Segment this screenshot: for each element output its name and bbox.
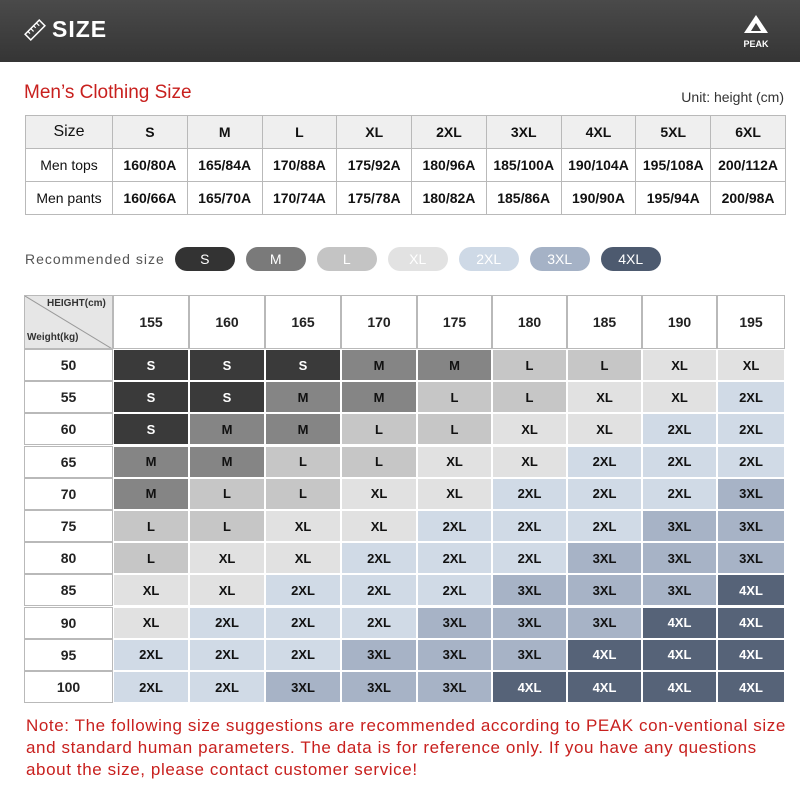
unit-label: Unit: height (cm): [681, 89, 784, 105]
size-cell: 2XL: [189, 671, 265, 703]
size-cell: 3XL: [717, 478, 785, 510]
size-table-header-row: [26, 116, 786, 149]
size-table-header-cell: Size: [26, 116, 113, 149]
size-cell: XL: [492, 446, 567, 478]
size-cell: XL: [567, 381, 642, 413]
size-cell: 3XL: [717, 542, 785, 574]
size-cell: M: [113, 478, 189, 510]
size-cell: L: [492, 381, 567, 413]
size-cell: XL: [265, 542, 341, 574]
size-cell: 3XL: [642, 510, 717, 542]
size-cell: 3XL: [567, 607, 642, 639]
size-cell: XL: [113, 574, 189, 606]
size-cell: 2XL: [717, 381, 785, 413]
legend-pill-2xl: 2XL: [459, 247, 519, 271]
size-cell: 2XL: [265, 607, 341, 639]
size-table-header-cell: S: [113, 116, 188, 149]
size-cell: L: [341, 413, 417, 445]
legend-pill-xl: XL: [388, 247, 448, 271]
size-cell: M: [341, 381, 417, 413]
size-cell: L: [189, 510, 265, 542]
size-cell: 2XL: [265, 574, 341, 606]
size-cell: 3XL: [567, 574, 642, 606]
size-cell: 3XL: [567, 542, 642, 574]
size-cell: 2XL: [717, 413, 785, 445]
size-cell: 2XL: [189, 639, 265, 671]
size-table-cell: 185/100A: [486, 149, 561, 182]
weight-row-label: 90: [24, 607, 113, 639]
size-cell: 2XL: [417, 510, 492, 542]
size-table-cell: 175/78A: [337, 182, 412, 215]
size-cell: S: [189, 349, 265, 381]
grid-corner: [24, 295, 113, 349]
size-cell: L: [113, 542, 189, 574]
size-table-cell: 180/96A: [412, 149, 487, 182]
size-cell: 3XL: [717, 510, 785, 542]
size-cell: L: [189, 478, 265, 510]
size-cell: 2XL: [265, 639, 341, 671]
size-cell: 2XL: [642, 446, 717, 478]
size-cell: S: [265, 349, 341, 381]
weight-row-label: 60: [24, 413, 113, 445]
weight-row-label: 70: [24, 478, 113, 510]
header-brand: [24, 16, 107, 43]
size-cell: M: [417, 349, 492, 381]
size-cell: 3XL: [642, 574, 717, 606]
size-cell: M: [265, 413, 341, 445]
size-cell: 3XL: [417, 639, 492, 671]
size-cell: S: [113, 349, 189, 381]
size-cell: 3XL: [642, 542, 717, 574]
height-header-cell: 175: [417, 295, 492, 349]
size-cell: 4XL: [642, 607, 717, 639]
size-cell: 3XL: [492, 607, 567, 639]
size-cell: 2XL: [642, 478, 717, 510]
height-header-cell: 185: [567, 295, 642, 349]
weight-row-label: 85: [24, 574, 113, 606]
size-cell: 2XL: [417, 542, 492, 574]
header-title: SIZE: [52, 16, 108, 42]
size-cell: L: [567, 349, 642, 381]
peak-logo-icon: [743, 14, 769, 34]
height-header-cell: 165: [265, 295, 341, 349]
size-table-cell: 190/104A: [561, 149, 636, 182]
size-table-header-cell: 5XL: [636, 116, 711, 149]
size-cell: L: [265, 478, 341, 510]
size-table-header-cell: 2XL: [412, 116, 487, 149]
size-cell: 4XL: [492, 671, 567, 703]
size-cell: 2XL: [567, 510, 642, 542]
recommended-size-legend: [25, 247, 672, 271]
height-header-cell: 160: [189, 295, 265, 349]
size-table-header-cell: 6XL: [711, 116, 786, 149]
size-cell: 4XL: [717, 607, 785, 639]
size-cell: 4XL: [717, 639, 785, 671]
size-cell: 2XL: [492, 478, 567, 510]
size-table-cell: 165/84A: [187, 149, 262, 182]
size-table-cell: 200/98A: [711, 182, 786, 215]
size-cell: 2XL: [113, 671, 189, 703]
size-cell: 3XL: [341, 639, 417, 671]
size-cell: S: [113, 381, 189, 413]
weight-row-label: 65: [24, 446, 113, 478]
size-table: [25, 115, 786, 215]
size-table-row-tops: [26, 149, 786, 182]
size-cell: XL: [341, 478, 417, 510]
height-header-cell: 170: [341, 295, 417, 349]
size-cell: 2XL: [341, 574, 417, 606]
size-cell: XL: [492, 413, 567, 445]
size-table-header-cell: L: [262, 116, 337, 149]
size-cell: 2XL: [567, 478, 642, 510]
legend-label: Recommended size: [25, 251, 165, 267]
size-cell: 4XL: [567, 639, 642, 671]
size-table-header-cell: M: [187, 116, 262, 149]
size-cell: 3XL: [492, 574, 567, 606]
size-cell: XL: [717, 349, 785, 381]
size-note: Note: The following size suggestions are recommended according to PEAK con-ventional size and standard human parameters. The data is for reference only. If you have any questions about the size, please contact customer service!: [26, 716, 786, 779]
size-table-cell: 195/94A: [636, 182, 711, 215]
header-bar: [0, 0, 800, 62]
size-cell: XL: [189, 542, 265, 574]
size-cell: 2XL: [492, 510, 567, 542]
size-cell: 4XL: [642, 639, 717, 671]
height-axis-label: HEIGHT(cm): [47, 298, 106, 309]
size-table-header-cell: 4XL: [561, 116, 636, 149]
size-table-cell: 160/66A: [113, 182, 188, 215]
size-cell: XL: [265, 510, 341, 542]
size-table-cell: 170/88A: [262, 149, 337, 182]
size-table-row-label: Men tops: [26, 149, 113, 182]
size-cell: L: [341, 446, 417, 478]
size-cell: S: [189, 381, 265, 413]
weight-row-label: 95: [24, 639, 113, 671]
size-cell: XL: [567, 413, 642, 445]
logo-text: PEAK: [743, 39, 769, 49]
weight-row-label: 80: [24, 542, 113, 574]
size-table-cell: 180/82A: [412, 182, 487, 215]
weight-row-label: 55: [24, 381, 113, 413]
size-table-cell: 185/86A: [486, 182, 561, 215]
size-cell: M: [341, 349, 417, 381]
size-cell: L: [265, 446, 341, 478]
size-table-cell: 195/108A: [636, 149, 711, 182]
size-cell: XL: [113, 607, 189, 639]
weight-row-label: 50: [24, 349, 113, 381]
size-cell: L: [417, 413, 492, 445]
weight-row-label: 100: [24, 671, 113, 703]
size-cell: 4XL: [717, 574, 785, 606]
legend-pill-4xl: 4XL: [601, 247, 661, 271]
size-table-cell: 170/74A: [262, 182, 337, 215]
size-cell: 2XL: [642, 413, 717, 445]
weight-row-label: 75: [24, 510, 113, 542]
size-table-header-cell: 3XL: [486, 116, 561, 149]
size-cell: 3XL: [341, 671, 417, 703]
size-cell: M: [113, 446, 189, 478]
size-cell: 4XL: [567, 671, 642, 703]
size-cell: 2XL: [341, 607, 417, 639]
size-table-cell: 175/92A: [337, 149, 412, 182]
size-cell: L: [417, 381, 492, 413]
size-cell: XL: [189, 574, 265, 606]
size-cell: 3XL: [492, 639, 567, 671]
size-table-cell: 190/90A: [561, 182, 636, 215]
size-cell: S: [113, 413, 189, 445]
size-cell: XL: [642, 381, 717, 413]
size-table-header-cell: XL: [337, 116, 412, 149]
size-cell: 2XL: [341, 542, 417, 574]
legend-pill-l: L: [317, 247, 377, 271]
size-cell: 2XL: [567, 446, 642, 478]
size-table-cell: 200/112A: [711, 149, 786, 182]
weight-axis-label: Weight(kg): [27, 332, 79, 343]
size-cell: XL: [417, 478, 492, 510]
size-cell: L: [113, 510, 189, 542]
size-table-cell: 160/80A: [113, 149, 188, 182]
legend-pill-3xl: 3XL: [530, 247, 590, 271]
size-cell: M: [189, 446, 265, 478]
size-cell: 2XL: [189, 607, 265, 639]
size-table-cell: 165/70A: [187, 182, 262, 215]
size-cell: 3XL: [265, 671, 341, 703]
peak-logo: [740, 14, 772, 49]
size-cell: 2XL: [492, 542, 567, 574]
size-cell: 2XL: [113, 639, 189, 671]
legend-pill-s: S: [175, 247, 235, 271]
section-title: Men’s Clothing Size: [24, 82, 192, 103]
height-header-cell: 155: [113, 295, 189, 349]
ruler-icon: [24, 19, 46, 41]
size-cell: L: [492, 349, 567, 381]
size-cell: 4XL: [642, 671, 717, 703]
size-cell: 2XL: [717, 446, 785, 478]
size-table-row-pants: [26, 182, 786, 215]
height-header-cell: 190: [642, 295, 717, 349]
legend-pill-m: M: [246, 247, 306, 271]
size-cell: 2XL: [417, 574, 492, 606]
size-cell: 3XL: [417, 671, 492, 703]
height-header-cell: 195: [717, 295, 785, 349]
size-cell: XL: [417, 446, 492, 478]
size-cell: M: [265, 381, 341, 413]
size-table-row-label: Men pants: [26, 182, 113, 215]
size-cell: M: [189, 413, 265, 445]
size-cell: 4XL: [717, 671, 785, 703]
size-cell: 3XL: [417, 607, 492, 639]
size-cell: XL: [341, 510, 417, 542]
height-header-cell: 180: [492, 295, 567, 349]
size-cell: XL: [642, 349, 717, 381]
